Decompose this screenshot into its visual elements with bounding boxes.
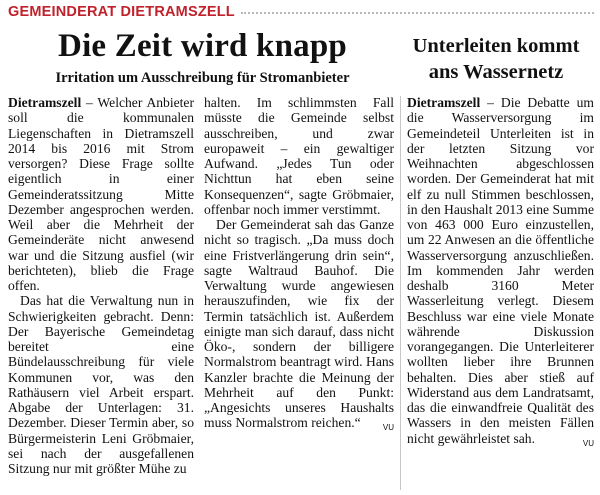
main-paragraph-3-text: Der Gemeinderat sah das Ganze nicht so tragisch. „Da muss doch eine Fristverlängerung drin sein“, sagte Waltraud Bauhof. Die Verwaltung wurde angewiesen herauszufinden, wie fix der Termin tatsächlich ist. Außerdem einigte man sich darauf, dass nicht Öko-, sondern der billigere Normalstrom beantragt wird. Hans Kanzler brachte die Meinung der Mehrheit auf den Punkt: „Angesichts unseres Haushalts muss Normalstrom reichen.“ xyxy=(204,217,394,431)
side-article-column xyxy=(407,95,594,451)
main-paragraph-2-text: Das hat die Verwaltung nun in Schwierigkeiten gebracht. Denn: Der Bayerische Gemeindetag bereitet eine Bündelausschreibung für viele Kommunen vor, was den Rathäusern viel Arbeit erspart. Abgabe der Unterlagen: 31. Dezember. Dieser Termin aber, so Bürgermeisterin Leni Gröbmaier, sei nach der ausgefallenen Sitzung nur mit größter Mühe zu xyxy=(8,293,194,476)
main-headline: Die Zeit wird knapp xyxy=(58,28,347,64)
side-signature: VU xyxy=(582,438,594,448)
main-paragraph-1-text: – Welcher Anbieter soll die kommunalen Liegenschaften in Dietramszell 2014 bis 2016 mit Strom versorgen? Diese Frage sollte eigentlich in einer Gemeinderatssitzung Mitte Dezember angesprochen werden. Weil aber die Mehrheit der Gemeinderäte nicht anwesend war und die Sitzung ausfiel (wir berichteten), blieb die Frage offen. xyxy=(8,95,194,293)
section-header xyxy=(8,2,594,22)
main-signature: VU xyxy=(382,423,394,433)
section-label: GEMEINDERAT DIETRAMSZELL xyxy=(8,4,235,20)
main-paragraph-1 xyxy=(8,95,194,293)
main-subline: Irritation um Ausschreibung für Stromanbieter xyxy=(55,70,350,86)
main-paragraph-2 xyxy=(8,293,194,476)
main-article-column-2 xyxy=(204,95,394,436)
main-dateline: Dietramszell xyxy=(8,95,82,110)
column-divider xyxy=(400,96,401,490)
main-article-column-1 xyxy=(8,95,194,476)
main-paragraph-3 xyxy=(204,217,394,431)
side-paragraph xyxy=(407,95,594,446)
dotted-divider xyxy=(241,12,594,14)
main-paragraph-2-continued: halten. Im schlimmsten Fall müsste die Gemeinde selbst ausschreiben, und zwar europaweit – ein gewaltiger Aufwand. „Jedes Tun oder Nichttun hat eben seine Konsequenzen“, sagte Gröbmaier, offenbar noch immer verstimmt. xyxy=(204,95,394,217)
side-headline: Unterleiten kommt ans Wassernetz xyxy=(412,35,580,83)
side-body-text: – Die Debatte um die Wasserversorgung im Gemeindeteil Unterleiten ist in der letzten Sitzung vor Weihnachten abgeschlossen worden. Der Gemeinderat hat mit elf zu null Stimmen beschlossen, in den Haushalt 2013 eine Summe von 463 000 Euro einzustellen, um 22 Anwesen an die öffentliche Wasserversorgung anzuschließen. Im kommenden Jahr werden deshalb 3160 Meter Wasserleitung verlegt. Diesem Beschluss war eine viele Monate währende Diskussion vorangegangen. Die Unterleiterer wollten lieber ihre Brunnen behalten. Dies aber stieß auf Widerstand aus dem Landratsamt, das die einwandfreie Qualität des Wassers in den meisten Fällen nicht gewährleistet sah. xyxy=(407,95,594,446)
side-dateline: Dietramszell xyxy=(407,95,481,110)
